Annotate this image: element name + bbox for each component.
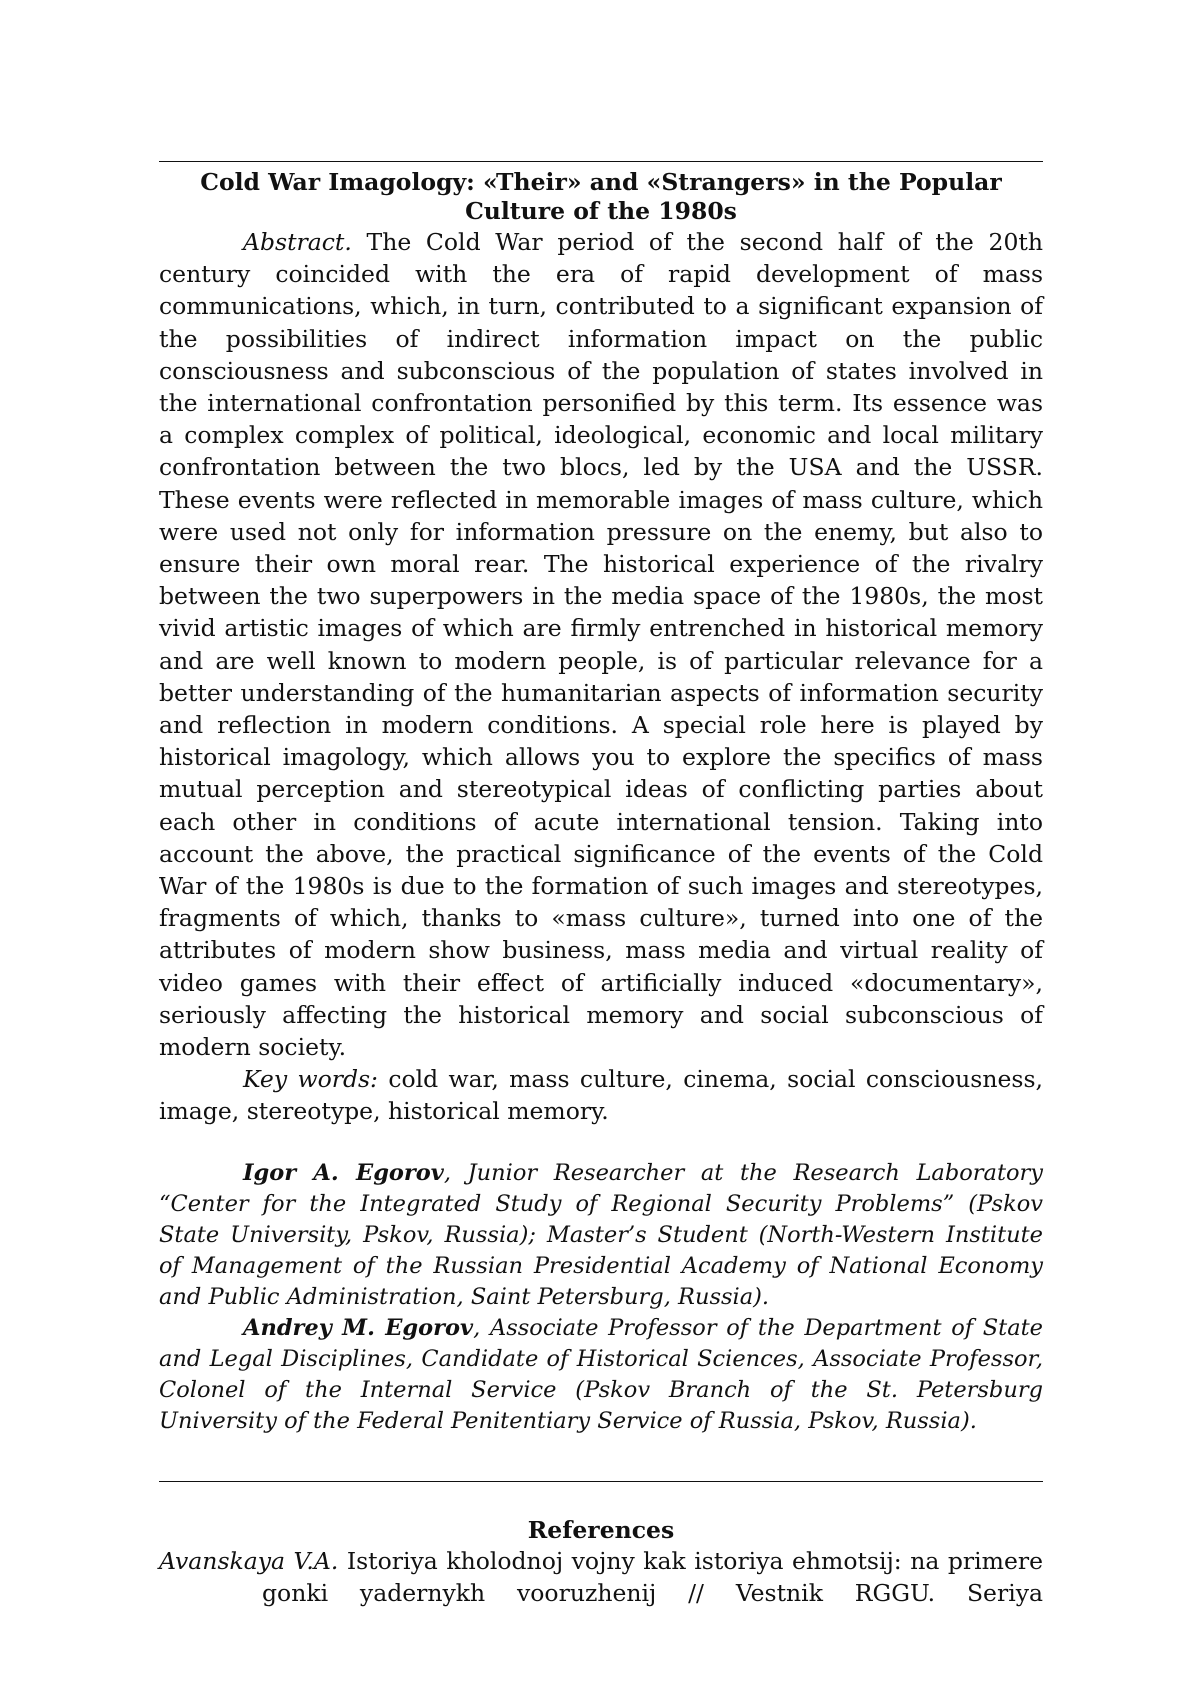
reference-text: Istoriya kholodnoj vojny kak istoriya ehmotsij: na primere gonki yadernykh vooruzhenij // Vestnik RGGU. Seriya bbox=[262, 1546, 1043, 1607]
keywords-label: Key words: bbox=[243, 1065, 378, 1094]
abstract-paragraph bbox=[159, 226, 1043, 1063]
abstract-label: Abstract. bbox=[243, 228, 352, 256]
reference-item bbox=[159, 1545, 1043, 1609]
author-entry bbox=[159, 1313, 1043, 1437]
keywords-paragraph bbox=[159, 1063, 1043, 1127]
article-title: Cold War Imagology: «Their» and «Strangers» in the Popular Culture of the 1980s bbox=[200, 168, 1002, 225]
authors-section bbox=[159, 1158, 1043, 1437]
author-affiliation: , Associate Professor of the Department of State and Legal Disciplines, Candidate of Historical Sciences, Associate Professor, Colonel of the Internal Service (Pskov Branch of the St. Petersburg University of the Federal Penitentiary Service of Russia, Pskov, Russia). bbox=[159, 1314, 1043, 1434]
author-affiliation: , Junior Researcher at the Research Laboratory “Center for the Integrated Study of Regional Security Problems” (Pskov State University, Pskov, Russia); Master’s Student (North-Western Institute of Management of the Russian Presidential Academy of National Economy and Public Administration, Saint Petersburg, Russia). bbox=[159, 1159, 1043, 1310]
author-name: Igor A. Egorov bbox=[243, 1159, 444, 1186]
abstract-text: The Cold War period of the second half of the 20th century coincided with the era of rapid development of mass communications, which, in turn, contributed to a significant expansion of the possibilities of indirect information impact on the public consciousness and subconscious of the population of states involved in the international confrontation personified by this term. Its essence was a complex complex of political, ideological, economic and local military confrontation between the two blocs, led by the USA and the USSR. These events were reflected in memorable images of mass culture, which were used not only for information pressure on the enemy, but also to ensure their own moral rear. The historical experience of the rivalry between the two superpowers in the media space of the 1980s, the most vivid artistic images of which are firmly entrenched in historical memory and are well known to modern people, is of particular relevance for a better understanding of the humanitarian aspects of information security and reflection in modern conditions. A special role here is played by historical imagology, which allows you to explore the specifics of mass mutual perception and stereotypical ideas of conflicting parties about each other in conditions of acute international tension. Taking into account the above, the practical significance of the events of the Cold War of the 1980s is due to the formation of such images and stereotypes, fragments of which, thanks to «mass culture», turned into one of the attributes of modern show business, mass media and virtual reality of video games with their effect of artificially induced «documentary», seriously affecting the historical memory and social subconscious of modern society. bbox=[159, 228, 1043, 1062]
keywords-text: cold war, mass culture, cinema, social consciousness, image, stereotype, historical memory. bbox=[159, 1065, 1043, 1126]
references-heading: References bbox=[527, 1515, 675, 1544]
paper-page bbox=[159, 161, 1043, 1609]
reference-author: Avanskaya V.A. bbox=[159, 1546, 339, 1575]
author-name: Andrey M. Egorov bbox=[243, 1314, 474, 1341]
author-entry bbox=[159, 1158, 1043, 1313]
bottom-divider bbox=[159, 1481, 1043, 1482]
top-divider bbox=[159, 161, 1043, 162]
